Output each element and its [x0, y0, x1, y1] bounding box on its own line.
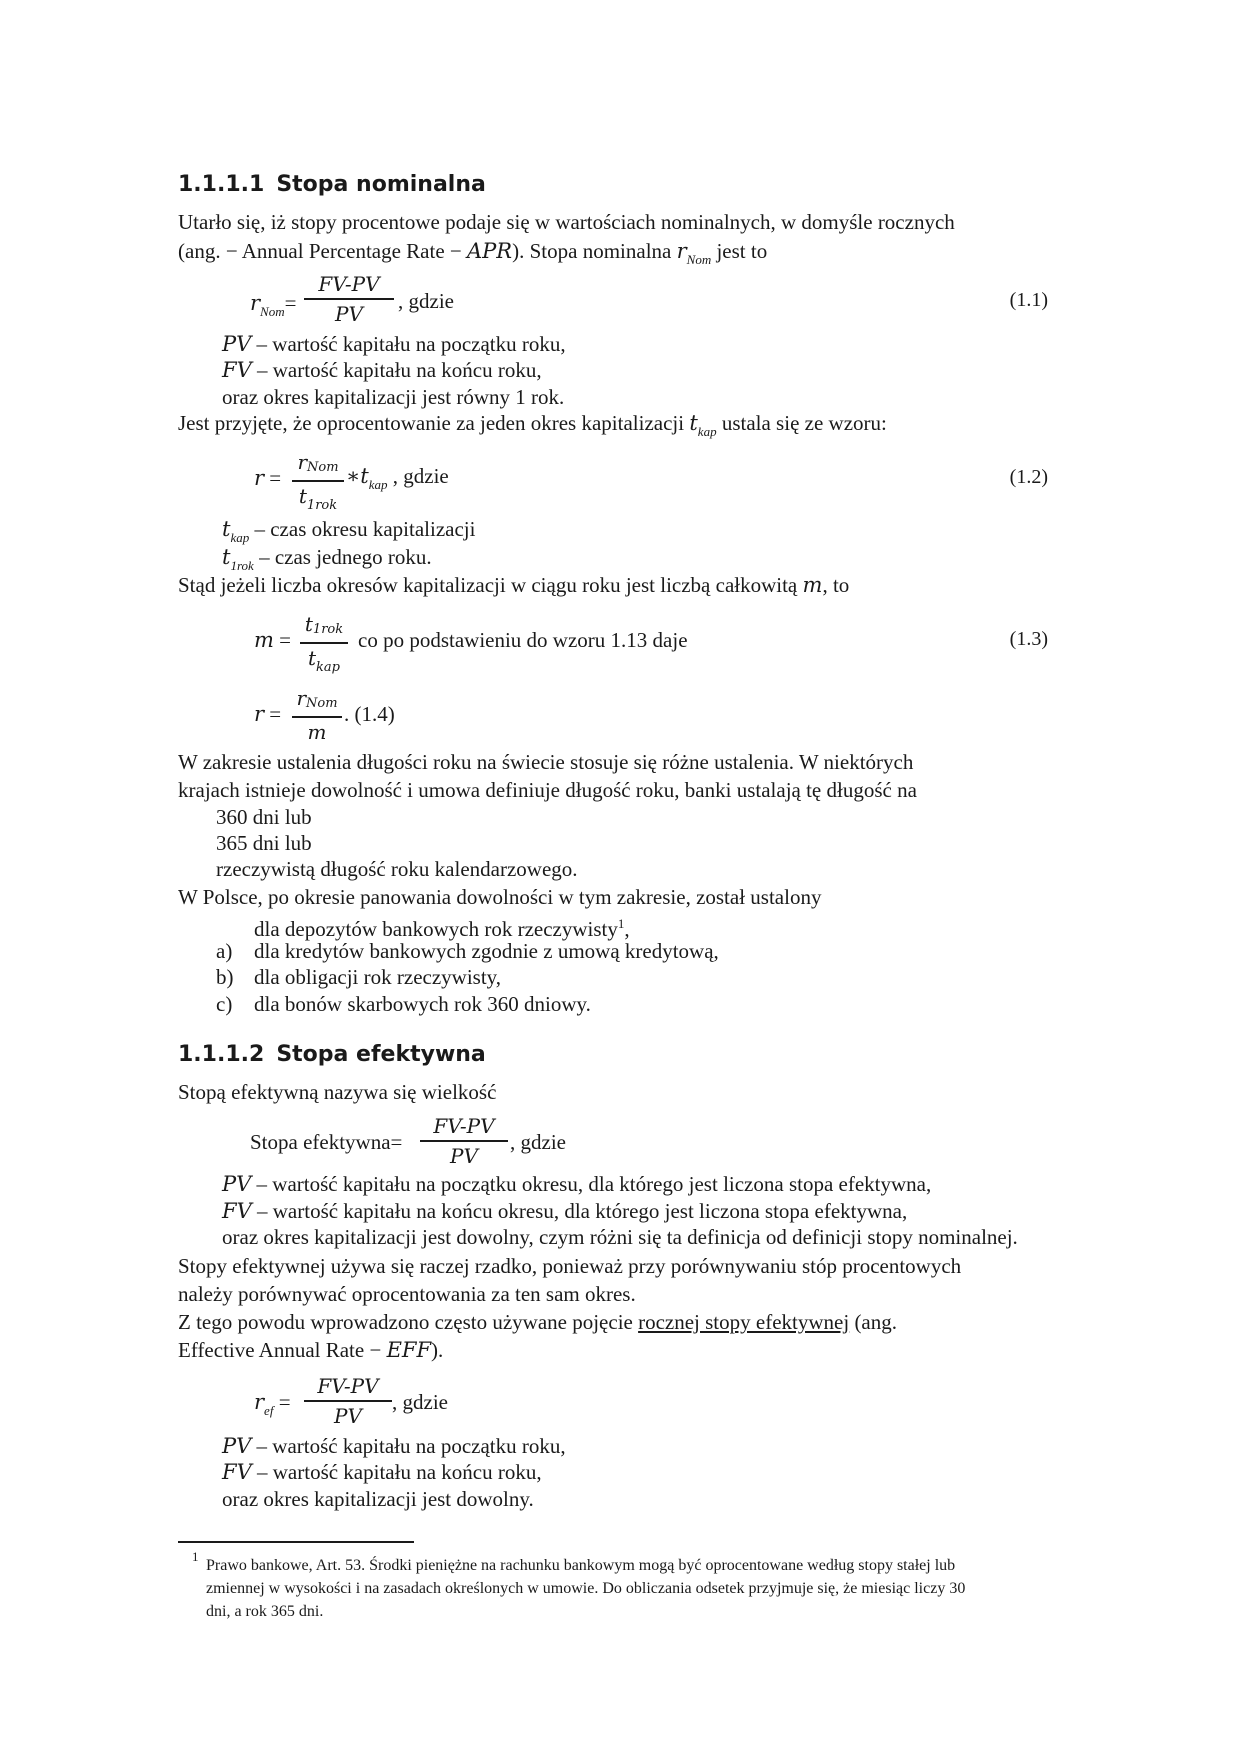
fraction: FV-PV PV: [304, 270, 394, 328]
list-item-text: dla bonów skarbowych rok 360 dniowy.: [254, 992, 591, 1016]
list-item: rzeczywistą długość roku kalendarzowego.: [216, 857, 578, 881]
paragraph-line: Stopy efektywnej używa się raczej rzadko, ponieważ przy porównywaniu stóp procentowych: [178, 1254, 962, 1278]
fraction: rNom m: [292, 684, 342, 746]
list-item-text: dla obligacji rok rzeczywisty,: [254, 965, 502, 989]
paragraph-line: Stopą efektywną nazywa się wielkość: [178, 1080, 497, 1104]
glossary-link[interactable]: rocznej stopy efektywnej: [638, 1310, 850, 1334]
section-number: 1.1.1.1: [178, 172, 265, 197]
list-item: dla depozytów bankowych rok rzeczywisty$^1$,: [254, 916, 630, 941]
equation-lhs: $r_{Nom}=$: [250, 291, 297, 319]
paragraph-line: Effective Annual Rate − EFF).: [178, 1338, 444, 1362]
paragraph-line: W zakresie ustalenia długości roku na świecie stosuje się różne ustalenia. W niektórych: [178, 750, 914, 774]
list-item: c): [216, 992, 233, 1016]
equation-tail: , gdzie: [398, 289, 454, 313]
equation-number: (1.1): [1009, 289, 1048, 311]
paragraph-line: Jest przyjęte, że oprocentowanie za jeden okres kapitalizacji $t_{kap}$ ustala się ze wzoru:: [178, 411, 887, 439]
document-page: 1.1.1.1 Stopa nominalna Utarło się, iż stopy procentowe podaje się w wartościach nominalnych, w domyśle rocznych (ang. − Annual Percentage Rate − APR). Stopa nominalna $r_{Nom}$ jest to $r_{Nom}=$ FV-PV PV , gdzie (1.1) PV – wartość kapitału na początku roku, FV – wartość kapitału na końcu roku, oraz okres kapitalizacji jest równy 1 rok. Jest przyjęte, że oprocentowanie za jeden okres kapitalizacji $t_{kap}$ ustala się ze wzoru: r = rNom $t_{1rok}$ $∗t_{kap}$ , gdzie (1.2) $t_{kap}$ – czas okresu kapitalizacji $t_{1rok}$ – czas jednego roku. Stąd jeżeli liczba okresów kapitalizacji w ciągu roku jest liczbą całkowitą m, to m = t1rok $t_{kap}$ co po podstawieniu do wzoru 1.13 daje (1.3) r = rNom m . (1.4) W zakresie ustalenia długości roku na świecie stosuje się różne ustalenia. W niektórych krajach istnieje dowolność i umowa definiuje długość roku, banki ustalają tę długość na 360 dni lub 365 dni lub rzeczywistą długość roku kalendarzowego. W Polsce, po okresie panowania dowolności w tym zakresie, został ustalony dla depozytów bankowych rok rzeczywisty$^1$, a) dla kredytów bankowych zgodnie z umową kredytową, b) dla obligacji rok rzeczywisty, c) dla bonów skarbowych rok 360 dniowy. 1.1.1.2 Stopa efektywna Stopą efektywną nazywa się wielkość Stopa efektywna= FV-PV PV , gdzie PV – wartość kapitału na początku okresu, dla którego jest liczona stopa efektywna, FV – wartość kapitału na końcu okresu, dla którego jest liczona stopa efektywna, oraz okres kapitalizacji jest dowolny, czym różni się ta definicja od definicji stopy nominalnej. Stopy efektywnej używa się raczej rzadko, ponieważ przy porównywaniu stóp procentowych należy porównywać oprocentowania za ten sam okres. Z tego powodu wprowadzono często używane pojęcie rocznej stopy efektywnej (ang. Effective Annual Rate − EFF). $r_{ef}$ = FV-PV PV , gdzie PV – wartość kapitału na początku roku, FV – wartość kapitału na końcu roku, oraz okres kapitalizacji jest dowolny. 1 Prawo bankowe, Art. 53. Środki pieniężne na rachunku bankowym mogą być oprocentowane według stopy stałej lub zmiennej w wysokości i na zasadach określonych w umowie. Do obliczania odsetek przyjmuje się, że miesiąc liczy 30 dni, a rok 365 dni.: [0, 0, 1240, 1754]
definition-line: PV – wartość kapitału na początku roku,: [222, 1434, 566, 1458]
section-title: Stopa nominalna: [276, 172, 486, 197]
definition-line: FV – wartość kapitału na końcu roku,: [222, 1460, 542, 1484]
definition-line: PV – wartość kapitału na początku okresu, dla którego jest liczona stopa efektywna,: [222, 1172, 932, 1196]
definition-line: $t_{kap}$ – czas okresu kapitalizacji: [222, 517, 476, 545]
definition-line: oraz okres kapitalizacji jest dowolny, czym różni się ta definicja od definicji stopy nominalnej.: [222, 1225, 1018, 1249]
section-number: 1.1.1.2: [178, 1042, 265, 1067]
equation-number: (1.2): [1009, 466, 1048, 488]
paragraph-line: (ang. − Annual Percentage Rate − APR). Stopa nominalna $r_{Nom}$ jest to: [178, 239, 768, 267]
footnote-line: Prawo bankowe, Art. 53. Środki pieniężne na rachunku bankowym mogą być oprocentowane według stopy stałej lub: [206, 1557, 956, 1574]
paragraph-line: Z tego powodu wprowadzono często używane pojęcie rocznej stopy efektywnej (ang.: [178, 1310, 898, 1334]
footnote-mark: 1: [192, 1549, 199, 1564]
section-heading-nominal: [178, 172, 486, 197]
paragraph-line: Stąd jeżeli liczba okresów kapitalizacji w ciągu roku jest liczbą całkowitą m, to: [178, 573, 850, 597]
footnote-line: zmiennej w wysokości i na zasadach określonych w umowie. Do obliczania odsetek przyjmuje się, że miesiąc liczy 30: [206, 1580, 966, 1597]
paragraph-line: Utarło się, iż stopy procentowe podaje się w wartościach nominalnych, w domyśle rocznych: [178, 210, 955, 234]
fraction: FV-PV PV: [420, 1112, 508, 1170]
definition-line: $t_{1rok}$ – czas jednego roku.: [222, 545, 432, 573]
section-title: Stopa efektywna: [276, 1042, 486, 1067]
fraction: t1rok $t_{kap}$: [300, 610, 348, 676]
definition-line: PV – wartość kapitału na początku roku,: [222, 332, 566, 356]
footnote-separator: [178, 1541, 414, 1543]
list-item: 365 dni lub: [216, 831, 312, 855]
definition-line: oraz okres kapitalizacji jest dowolny.: [222, 1487, 534, 1511]
definition-line: FV – wartość kapitału na końcu okresu, dla którego jest liczona stopa efektywna,: [222, 1199, 908, 1223]
list-item: 360 dni lub: [216, 805, 312, 829]
list-item-text: dla kredytów bankowych zgodnie z umową kredytową,: [254, 939, 719, 963]
footnote-line: dni, a rok 365 dni.: [206, 1603, 324, 1620]
equation-number: (1.3): [1009, 628, 1048, 650]
definition-line: FV – wartość kapitału na końcu roku,: [222, 358, 542, 382]
fraction: rNom $t_{1rok}$: [292, 448, 344, 514]
definition-line: oraz okres kapitalizacji jest równy 1 rok.: [222, 385, 565, 409]
paragraph-line: należy porównywać oprocentowania za ten sam okres.: [178, 1282, 636, 1306]
paragraph-line: W Polsce, po okresie panowania dowolności w tym zakresie, został ustalony: [178, 885, 822, 909]
list-item: b): [216, 965, 234, 989]
paragraph-line: krajach istnieje dowolność i umowa definiuje długość roku, banki ustalają tę długość na: [178, 778, 917, 802]
section-heading-effective: [178, 1042, 486, 1067]
fraction: FV-PV PV: [304, 1372, 392, 1430]
list-item: a): [216, 939, 233, 963]
